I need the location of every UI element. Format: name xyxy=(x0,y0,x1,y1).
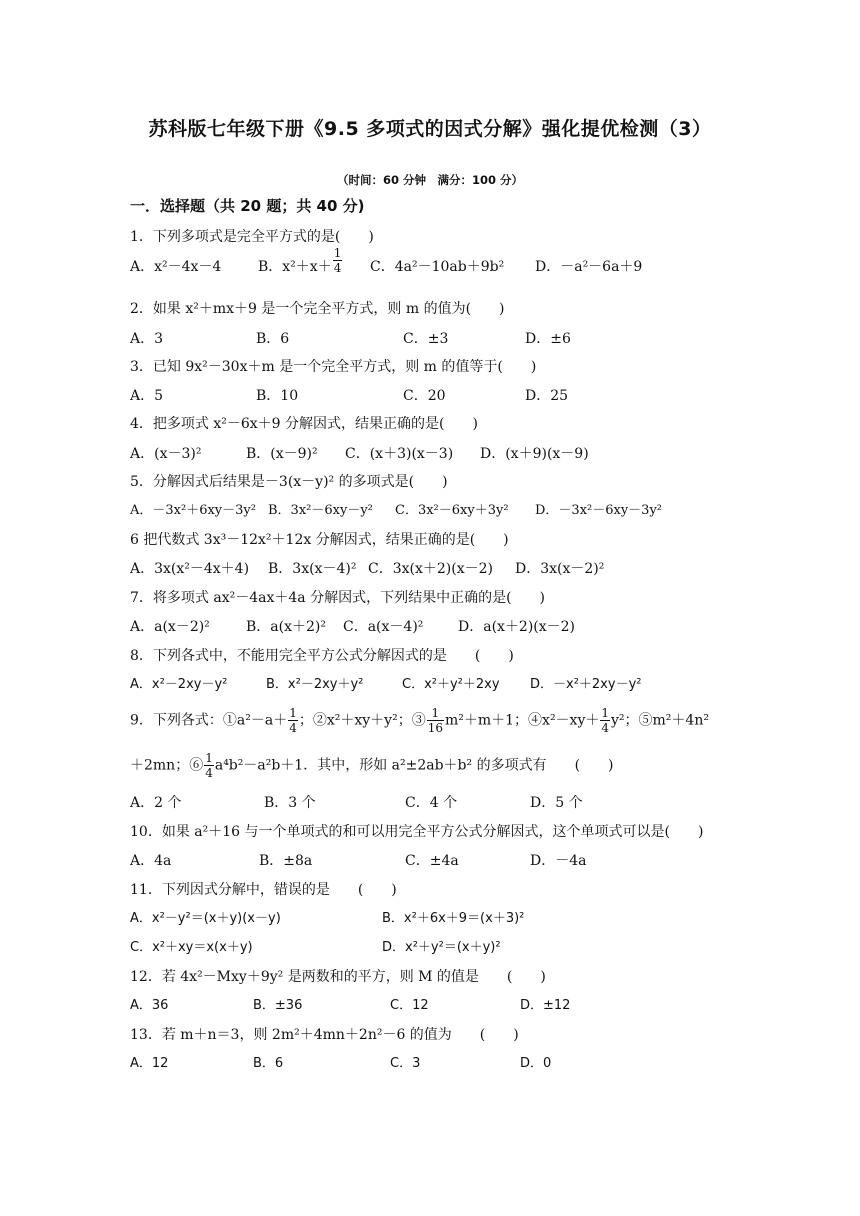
page-title: 苏科版七年级下册《9.5 多项式的因式分解》强化提优检测（3） xyxy=(148,118,712,140)
question-stem: 12．若 4x²－Mxy＋9y² 是两数和的平方，则 M 的值是 ( ) xyxy=(130,969,546,985)
question-stem: 8．下列各式中，不能用完全平方公式分解因式的是 ( ) xyxy=(130,648,514,664)
option-c: C．3x²－6xy＋3y² xyxy=(395,503,509,518)
option-a: A．3x(x²－4x＋4) xyxy=(130,561,250,577)
option-d: D．x²＋y²＝(x＋y)² xyxy=(382,940,501,955)
stem-part: ；②x²＋xy＋y²；③ xyxy=(298,712,426,729)
option-c: C．20 xyxy=(403,388,446,404)
option-c: C．±3 xyxy=(403,331,449,347)
option-b: B．10 xyxy=(256,388,299,404)
option-c: C．3x(x＋2)(x－2) xyxy=(368,561,493,577)
option-a: A．－3x²＋6xy－3y² xyxy=(130,503,256,518)
option-a: A．(x－3)² xyxy=(130,446,202,462)
option-d: D．－3x²－6xy－3y² xyxy=(535,503,663,518)
option-c: C．(x＋3)(x－3) xyxy=(345,446,454,462)
option-d: D．－4a xyxy=(530,853,587,869)
fraction-den: 4 xyxy=(333,260,342,275)
fraction xyxy=(427,706,444,735)
question-stem-continued xyxy=(130,751,614,780)
fraction-num: 1 xyxy=(289,706,297,720)
question-stem: 6 把代数式 3x³－12x²＋12x 分解因式，结果正确的是( ) xyxy=(130,532,509,548)
option-a: A．36 xyxy=(130,998,169,1013)
fraction-den: 16 xyxy=(427,721,443,735)
option-b: B．(x－9)² xyxy=(246,446,318,462)
option-a: A．12 xyxy=(130,1056,169,1071)
option-a: A．5 xyxy=(130,388,164,404)
option-b: B．±8a xyxy=(259,853,313,869)
option-c: C．4 个 xyxy=(405,795,458,811)
fraction-num: 1 xyxy=(333,245,342,260)
option-c: C．4a²－10ab＋9b² xyxy=(370,259,505,275)
option-d: D．0 xyxy=(520,1056,552,1071)
option-a: A．4a xyxy=(130,853,172,869)
option-c: C．3 xyxy=(390,1056,421,1071)
question-stem: 1．下列多项式是完全平方式的是( ) xyxy=(130,229,374,245)
option-b: B．a(x＋2)² xyxy=(246,619,326,635)
fraction-num: 1 xyxy=(427,706,444,721)
option-b: B．±36 xyxy=(253,998,303,1013)
option-d: D．(x＋9)(x－9) xyxy=(480,446,589,462)
stem-part: 9．下列各式：①a²－a＋ xyxy=(130,712,288,729)
option-d: D．±12 xyxy=(520,998,571,1013)
option-b: B．x²－2xy＋y² xyxy=(266,677,364,692)
option-b: B．3 个 xyxy=(264,795,316,811)
question-stem: 7．将多项式 ax²－4ax＋4a 分解因式，下列结果中正确的是( ) xyxy=(130,590,545,606)
fraction-num: 1 xyxy=(205,751,213,765)
fraction-den: 4 xyxy=(205,766,213,780)
option-b: B．3x(x－4)² xyxy=(268,561,357,577)
option-d: D．3x(x－2)² xyxy=(515,561,605,577)
fraction-den: 4 xyxy=(601,721,610,735)
option-b: B．x²＋6x＋9＝(x＋3)² xyxy=(382,911,525,926)
option-b xyxy=(258,245,343,276)
question-stem xyxy=(130,706,709,735)
option-d: D．－x²＋2xy－y² xyxy=(530,677,642,692)
option-d: D．a(x＋2)(x－2) xyxy=(458,619,576,635)
option-c: C．±4a xyxy=(405,853,459,869)
option-b-text: B．x²＋x＋ xyxy=(258,259,332,275)
option-a: A．x²－y²＝(x＋y)(x－y) xyxy=(130,911,281,926)
section-heading: 一．选择题（共 20 题；共 40 分) xyxy=(130,197,365,215)
option-a: A．x²－2xy－y² xyxy=(130,677,228,692)
option-b: B．3x²－6xy－y² xyxy=(268,503,373,518)
question-stem: 10．如果 a²＋16 与一个单项式的和可以用完全平方公式分解因式，这个单项式可以是( ) xyxy=(130,824,704,840)
stem-part: y²；⑤m²＋4n² xyxy=(611,712,709,729)
stem-part: ＋2mn；⑥ xyxy=(130,757,204,774)
fraction xyxy=(288,706,298,735)
fraction xyxy=(600,706,610,735)
question-stem: 13．若 m＋n＝3，则 2m²＋4mn＋2n²－6 的值为 ( ) xyxy=(130,1027,519,1043)
option-a: A．3 xyxy=(130,331,164,347)
question-stem: 11．下列因式分解中，错误的是 ( ) xyxy=(130,882,397,898)
question-stem: 5．分解因式后结果是－3(x－y)² 的多项式是( ) xyxy=(130,474,448,490)
fraction-num: 1 xyxy=(601,706,610,720)
option-d: D．25 xyxy=(525,388,569,404)
stem-part: m²＋m＋1；④x²－xy＋ xyxy=(444,712,600,729)
fraction xyxy=(333,246,343,275)
option-d: D．－a²－6a＋9 xyxy=(535,259,643,275)
option-a: A．a(x－2)² xyxy=(130,619,210,635)
option-d: D．5 个 xyxy=(530,795,583,811)
option-c: C．12 xyxy=(390,998,429,1013)
option-b: B．6 xyxy=(256,331,290,347)
fraction xyxy=(204,751,214,780)
stem-part: a⁴b²－a²b＋1．其中，形如 a²±2ab＋b² 的多项式有 ( ) xyxy=(214,757,614,774)
fraction-den: 4 xyxy=(289,721,297,735)
option-b: B．6 xyxy=(253,1056,284,1071)
option-d: D．±6 xyxy=(525,331,571,347)
option-c: C．a(x－4)² xyxy=(343,619,424,635)
option-c: C．x²＋y²＋2xy xyxy=(402,677,500,692)
option-c: C．x²＋xy＝x(x＋y) xyxy=(130,940,253,955)
question-stem: 2．如果 x²＋mx＋9 是一个完全平方式，则 m 的值为( ) xyxy=(130,301,505,317)
question-stem: 3．已知 9x²－30x＋m 是一个完全平方式，则 m 的值等于( ) xyxy=(130,359,537,375)
option-a: A．2 个 xyxy=(130,795,182,811)
option-a: A．x²－4x－4 xyxy=(130,259,222,275)
time-info: （时间：60 分钟 满分：100 分） xyxy=(336,173,523,187)
question-stem: 4．把多项式 x²－6x＋9 分解因式，结果正确的是( ) xyxy=(130,416,478,432)
